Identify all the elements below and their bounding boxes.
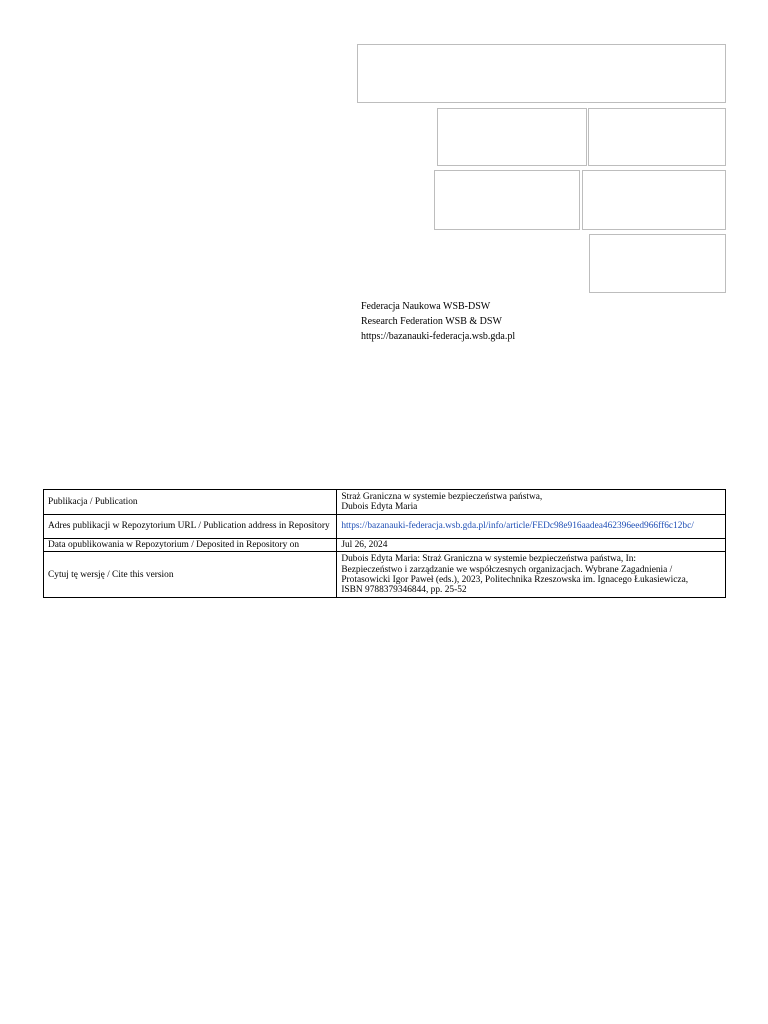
table-row <box>44 552 726 598</box>
deposit-date-value: Jul 26, 2024 <box>337 539 726 552</box>
logo-placeholder-row2-left <box>437 108 587 166</box>
logo-placeholder-row4 <box>589 234 726 293</box>
organization-info <box>361 299 515 344</box>
cite-line-3: Protasowicki Igor Paweł (eds.), 2023, Politechnika Rzeszowska im. Ignacego Łukasiewicza, <box>341 574 689 585</box>
repository-url-value <box>337 515 726 539</box>
cite-line-1: Dubois Edyta Maria: Straż Graniczna w systemie bezpieczeństwa państwa, In: <box>341 554 637 565</box>
organization-url: https://bazanauki-federacja.wsb.gda.pl <box>361 331 516 342</box>
logo-placeholder-row3-right <box>582 170 726 230</box>
publication-title: Straż Graniczna w systemie bezpieczeństwa państwa, <box>341 491 543 502</box>
cite-line-2: Bezpieczeństwo i zarządzanie we współczesnych organizacjach. Wybrane Zagadnienia / <box>341 564 673 575</box>
publication-value <box>337 490 726 515</box>
publication-metadata-table <box>43 489 726 598</box>
publication-label: Publikacja / Publication <box>44 490 337 515</box>
deposit-date-label: Data opublikowania w Repozytorium / Deposited in Repository on <box>44 539 337 552</box>
table-row <box>44 539 726 552</box>
table-row <box>44 490 726 515</box>
logo-placeholder-row3-left <box>434 170 580 230</box>
cite-label: Cytuj tę wersję / Cite this version <box>44 552 337 598</box>
logo-placeholder-top <box>357 44 726 103</box>
organization-name-en: Research Federation WSB & DSW <box>361 316 502 327</box>
publication-author: Dubois Edyta Maria <box>341 502 418 512</box>
cite-line-4: ISBN 9788379346844, pp. 25-52 <box>341 585 467 596</box>
logo-placeholder-row2-right <box>588 108 726 166</box>
organization-name-pl: Federacja Naukowa WSB-DSW <box>361 301 491 312</box>
repository-url-link[interactable]: https://bazanauki-federacja.wsb.gda.pl/info/article/FEDc98e916aadea462396eed966ff6c12bc/ <box>341 521 694 532</box>
table-row <box>44 515 726 539</box>
repository-url-label: Adres publikacji w Repozytorium URL / Publication address in Repository <box>44 515 337 539</box>
cite-value <box>337 552 726 598</box>
